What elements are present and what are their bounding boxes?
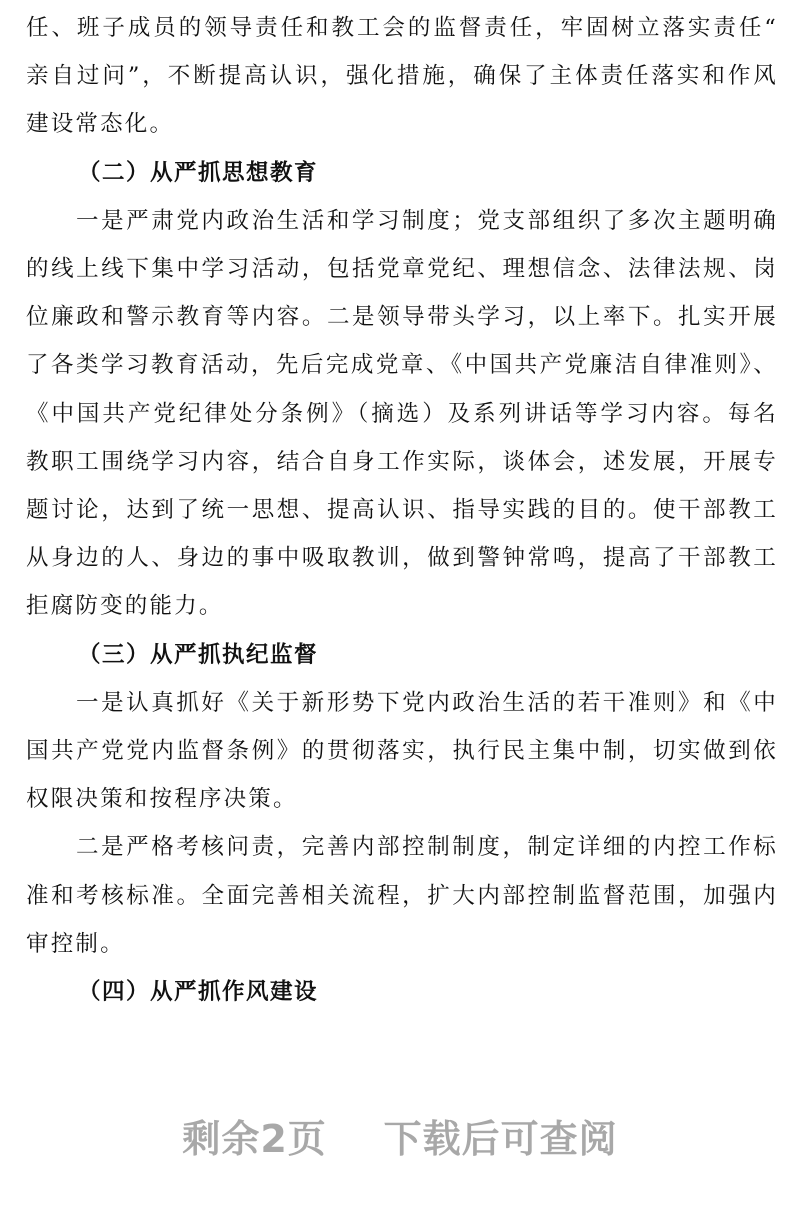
paragraph-section-2: 一是严肃党内政治生活和学习制度；党支部组织了多次主题明确的线上线下集中学习活动，包括党章党纪、理想信念、法律法规、岗位廉政和警示教育等内容。二是领导带头学习，以上率下。扎实开展了各类学习教育活动，先后完成党章、《中国共产党廉洁自律准则》、《中国共产党纪律处分条例》（摘选）及系列讲话等学习内容。每名教职工围绕学习内容，结合自身工作实际，谈体会，述发展，开展专题讨论，达到了统一思想、提高认识、指导实践的目的。使干部教工从身边的人、身边的事中吸取教训，做到警钟常鸣，提高了干部教工拒腐防变的能力。 <box>26 207 778 620</box>
section-heading-2: （二）从严抓思想教育 <box>78 159 319 186</box>
section-heading-3: （三）从严抓执纪监督 <box>78 641 319 668</box>
paragraph-section-3a: 一是认真抓好《关于新形势下党内政治生活的若干准则》和《中国共产党党内监督条例》的贯彻落实，执行民主集中制，切实做到依权限决策和按程序决策。 <box>26 689 778 813</box>
remaining-pages-banner: 剩余2页 下载后可查阅 <box>182 1117 618 1161</box>
paragraph-intro: 任、班子成员的领导责任和教工会的监督责任，牢固树立落实责任“亲自过问”，不断提高认识，强化措施，确保了主体责任落实和作风建设常态化。 <box>26 15 778 138</box>
document-body <box>26 4 778 1016</box>
section-heading-4: （四）从严抓作风建设 <box>78 979 319 1006</box>
paragraph-section-3b: 二是严格考核问责，完善内部控制制度，制定详细的内控工作标准和考核标准。全面完善相关流程，扩大内部控制监督范围，加强内审控制。 <box>26 834 778 957</box>
